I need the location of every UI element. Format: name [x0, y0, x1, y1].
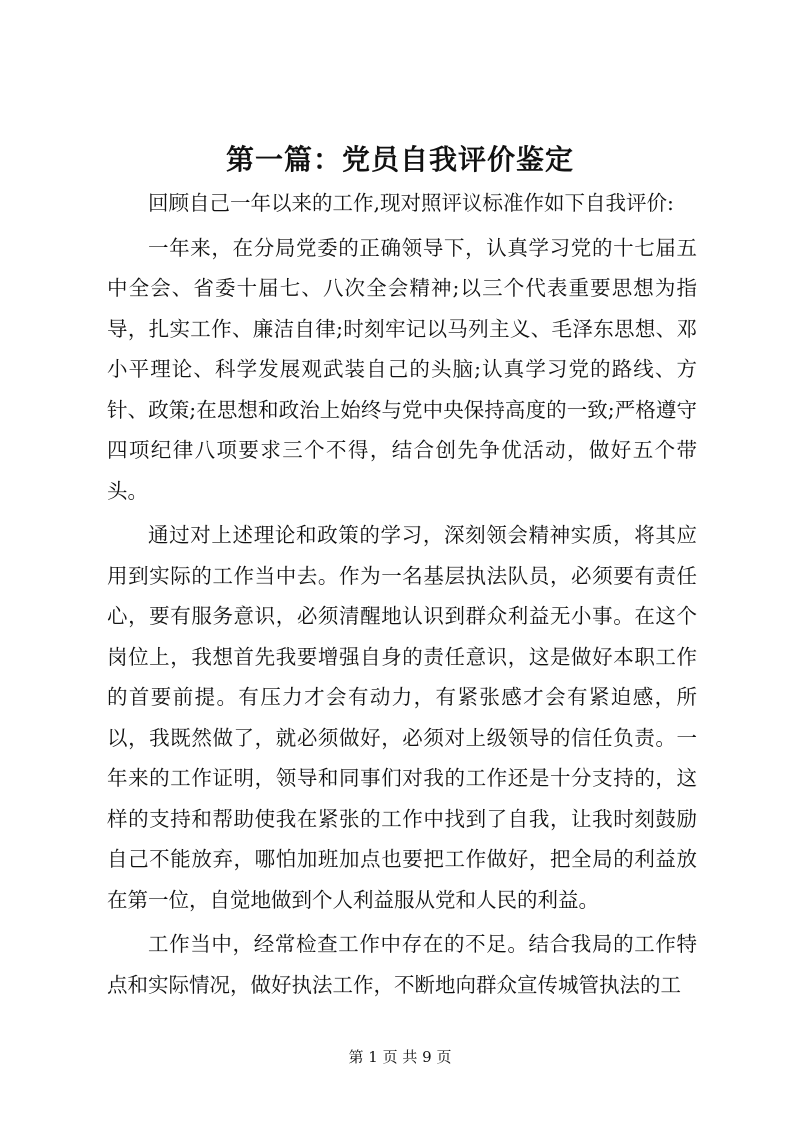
document-body: [107, 183, 697, 1009]
paragraph-work-check: 工作当中，经常检查工作中存在的不足。结合我局的工作特点和实际情况，做好执法工作，不断地向群众宣传城管执法的工: [107, 932, 697, 997]
document-title: 第一篇：党员自我评价鉴定: [225, 143, 574, 176]
page-number-footer: 第 1 页 共 9 页: [348, 1048, 452, 1066]
paragraph-responsibility: 通过对上述理论和政策的学习，深刻领会精神实质，将其应用到实际的工作当中去。作为一名基层执法队员，必须要有责任心，要有服务意识，必须清醒地认识到群众利益无小事。在这个岗位上，我想首先我要增强自身的责任意识，这是做好本职工作的首要前提。有压力才会有动力，有紧张感才会有紧迫感，所以，我既然做了，就必须做好，必须对上级领导的信任负责。一年来的工作证明，领导和同事们对我的工作还是十分支持的，这样的支持和帮助使我在紧张的工作中找到了自我，让我时刻鼓励自己不能放弃，哪怕加班加点也要把工作做好，把全局的利益放在第一位，自觉地做到个人利益服从党和人民的利益。: [107, 523, 697, 912]
paragraph-study: 一年来，在分局党委的正确领导下，认真学习党的十七届五中全会、省委十届七、八次全会精神;以三个代表重要思想为指导，扎实工作、廉洁自律;时刻牢记以马列主义、毛泽东思想、邓小平理论、科学发展观武装自己的头脑;认真学习党的路线、方针、政策;在思想和政治上始终与党中央保持高度的一致;严格遵守四项纪律八项要求三个不得，结合创先争优活动，做好五个带头。: [107, 235, 697, 503]
paragraph-intro: 回顾自己一年以来的工作,现对照评议标准作如下自我评价:: [148, 191, 674, 215]
